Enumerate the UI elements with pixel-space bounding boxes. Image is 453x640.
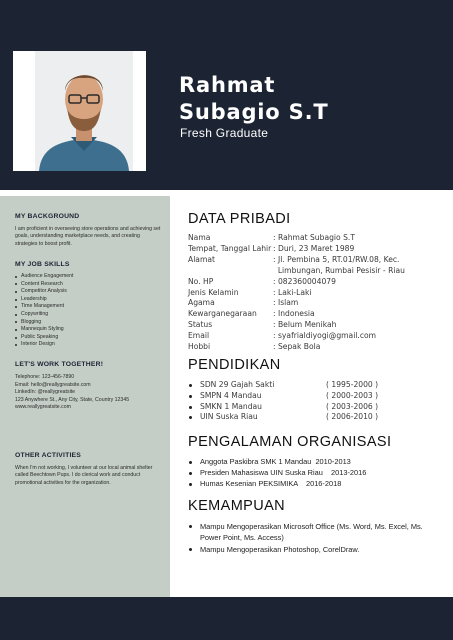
list-item bbox=[188, 380, 378, 391]
field-label: Kewarganegaraan bbox=[188, 309, 257, 319]
school-years: ( 2003-2006 ) bbox=[326, 401, 379, 411]
list-item bbox=[15, 281, 74, 289]
organization-heading: PENGALAMAN ORGANISASI bbox=[188, 434, 392, 450]
table-row bbox=[188, 298, 448, 309]
field-label: Tempat, Tanggal Lahir bbox=[188, 243, 272, 253]
bullet-icon bbox=[15, 314, 17, 316]
field-label: Jenis Kelamin bbox=[188, 287, 239, 297]
personal-data-table bbox=[188, 233, 448, 353]
field-value[interactable]: : syafrialdiyogi@gmail.com bbox=[273, 331, 377, 341]
contact-heading: LET'S WORK TOGETHER! bbox=[15, 361, 104, 368]
organization-list bbox=[188, 457, 366, 489]
list-item bbox=[188, 457, 366, 468]
activities-text: When I'm not working, I volunteer at our local animal shelter called Beechtown Pups. I do clerical work and conduct promotional activities for the organization. bbox=[15, 465, 153, 486]
contact-linkedin[interactable]: LinkedIn: @reallygreatsite bbox=[15, 389, 76, 396]
contact-website[interactable]: www.reallygreatsite.com bbox=[15, 404, 71, 411]
abilities-heading: KEMAMPUAN bbox=[188, 498, 286, 514]
school-years: ( 1995-2000 ) bbox=[326, 380, 379, 389]
table-row bbox=[188, 255, 448, 266]
background-heading: MY BACKGROUND bbox=[15, 213, 80, 220]
skills-list bbox=[15, 273, 74, 349]
bullet-icon bbox=[189, 384, 192, 387]
skill-label: Blogging bbox=[21, 318, 42, 325]
list-item bbox=[15, 296, 74, 304]
skill-label: Mannequin Styling bbox=[21, 326, 64, 333]
contact-address: 123 Anywhere St., Any City, State, Country 12345 bbox=[15, 396, 130, 403]
skill-label: Content Research bbox=[21, 280, 63, 287]
table-row bbox=[188, 331, 448, 342]
list-item bbox=[15, 273, 74, 281]
personal-data-heading: DATA PRIBADI bbox=[188, 211, 291, 227]
list-item bbox=[15, 288, 74, 296]
activities-heading: OTHER ACTIVITIES bbox=[15, 452, 82, 459]
field-value: : Sepak Bola bbox=[273, 342, 321, 352]
profile-photo bbox=[35, 51, 133, 171]
table-row bbox=[188, 233, 448, 244]
school-years: ( 2006-2010 ) bbox=[326, 412, 379, 422]
abilities-list bbox=[188, 521, 428, 555]
profile-photo-frame bbox=[13, 51, 146, 171]
field-value: Limbungan, Rumbai Pesisir - Riau bbox=[273, 265, 405, 275]
skill-label: Time Management bbox=[21, 303, 65, 310]
field-label: No. HP bbox=[188, 276, 214, 286]
skill-label: Audience Engagement bbox=[21, 273, 74, 279]
list-item bbox=[188, 412, 378, 423]
job-title: Fresh Graduate bbox=[180, 126, 269, 140]
skill-label: Interior Design bbox=[21, 341, 55, 348]
contact-email[interactable]: Email: hello@reallygreatsite.com bbox=[15, 381, 91, 388]
list-item bbox=[188, 544, 428, 555]
bullet-icon bbox=[15, 306, 17, 308]
organization-entry: Humas Kesenian PEKSIMIKA 2016-2018 bbox=[200, 478, 342, 488]
list-item bbox=[15, 303, 74, 311]
bullet-icon bbox=[15, 321, 17, 323]
list-item bbox=[15, 334, 74, 342]
list-item bbox=[188, 468, 366, 479]
table-row bbox=[188, 309, 448, 320]
bullet-icon bbox=[15, 291, 17, 293]
list-item bbox=[15, 311, 74, 319]
field-label: Nama bbox=[188, 233, 211, 242]
field-value: : Laki-Laki bbox=[273, 287, 312, 297]
header-banner bbox=[0, 0, 453, 190]
ability-entry: Mampu Mengoperasikan Microsoft Office (Ms. Word, Ms. Excel, Ms. Power Point, Ms. Access) bbox=[200, 522, 423, 543]
field-value: : Islam bbox=[273, 298, 299, 308]
list-item bbox=[188, 521, 428, 544]
person-name bbox=[179, 72, 328, 126]
table-row bbox=[188, 277, 448, 288]
field-label: Alamat bbox=[188, 254, 215, 264]
organization-entry: Anggota Paskibra SMK 1 Mandau 2010-2013 bbox=[200, 457, 351, 466]
bullet-icon bbox=[15, 329, 17, 331]
bullet-icon bbox=[189, 483, 192, 486]
bullet-icon bbox=[189, 472, 192, 475]
field-label: Hobbi bbox=[188, 342, 211, 352]
table-row bbox=[188, 244, 448, 255]
bullet-icon bbox=[15, 344, 17, 346]
list-item bbox=[188, 391, 378, 402]
name-line-1: Rahmat bbox=[179, 73, 276, 97]
skill-label: Public Speaking bbox=[21, 333, 59, 340]
school-name: UIN Suska Riau bbox=[200, 412, 258, 422]
school-years: ( 2000-2003 ) bbox=[326, 390, 379, 400]
skill-label: Leadership bbox=[21, 295, 47, 302]
organization-entry: Presiden Mahasiswa UIN Suska Riau 2013-2016 bbox=[200, 467, 367, 477]
education-heading: PENDIDIKAN bbox=[188, 357, 281, 373]
bullet-icon bbox=[189, 406, 192, 409]
field-label bbox=[188, 266, 273, 277]
bullet-icon bbox=[15, 283, 17, 285]
bullet-icon bbox=[15, 299, 17, 301]
table-row bbox=[188, 288, 448, 299]
list-item bbox=[188, 479, 366, 490]
contact-block bbox=[15, 374, 129, 412]
school-name: SDN 29 Gajah Sakti bbox=[200, 380, 275, 389]
list-item bbox=[15, 319, 74, 327]
ability-entry: Mampu Mengoperasikan Photoshop, CorelDraw. bbox=[200, 544, 360, 554]
field-label: Email bbox=[188, 331, 210, 341]
field-value: : Rahmat Subagio S.T bbox=[273, 233, 355, 242]
bullet-icon bbox=[189, 461, 192, 464]
name-line-2: Subagio S.T bbox=[179, 100, 329, 124]
skills-heading: MY JOB SKILLS bbox=[15, 261, 70, 268]
field-label: Status bbox=[188, 320, 213, 330]
school-name: SMKN 1 Mandau bbox=[200, 401, 262, 411]
list-item bbox=[15, 341, 74, 349]
bullet-icon bbox=[15, 337, 17, 339]
education-list bbox=[188, 380, 378, 423]
skill-label: Competitor Analysis bbox=[21, 288, 67, 295]
bullet-icon bbox=[189, 525, 192, 528]
field-value: : Indonesia bbox=[273, 309, 315, 319]
field-value: : 082360004079 bbox=[273, 276, 336, 286]
skill-label: Copywriting bbox=[21, 310, 49, 317]
background-text: I am proficient in overseeing store operations and achieving set goals, understanding marketplace needs, and creating strategies to boost profit. bbox=[15, 226, 161, 247]
list-item bbox=[15, 326, 74, 334]
list-item bbox=[188, 402, 378, 413]
school-name: SMPN 4 Mandau bbox=[200, 390, 262, 400]
field-value: : Duri, 23 Maret 1989 bbox=[273, 243, 355, 253]
bullet-icon bbox=[189, 548, 192, 551]
contact-telephone: Telephone: 123-456-7890 bbox=[15, 374, 75, 380]
footer-banner bbox=[0, 597, 453, 640]
field-value: : Belum Menikah bbox=[273, 320, 337, 330]
table-row bbox=[188, 320, 448, 331]
field-label: Agama bbox=[188, 298, 215, 308]
table-row bbox=[188, 266, 448, 277]
bullet-icon bbox=[15, 276, 17, 278]
bullet-icon bbox=[189, 395, 192, 398]
bullet-icon bbox=[189, 416, 192, 419]
field-value: : Jl. Pembina 5, RT.01/RW.08, Kec. bbox=[273, 254, 400, 264]
table-row bbox=[188, 342, 448, 353]
